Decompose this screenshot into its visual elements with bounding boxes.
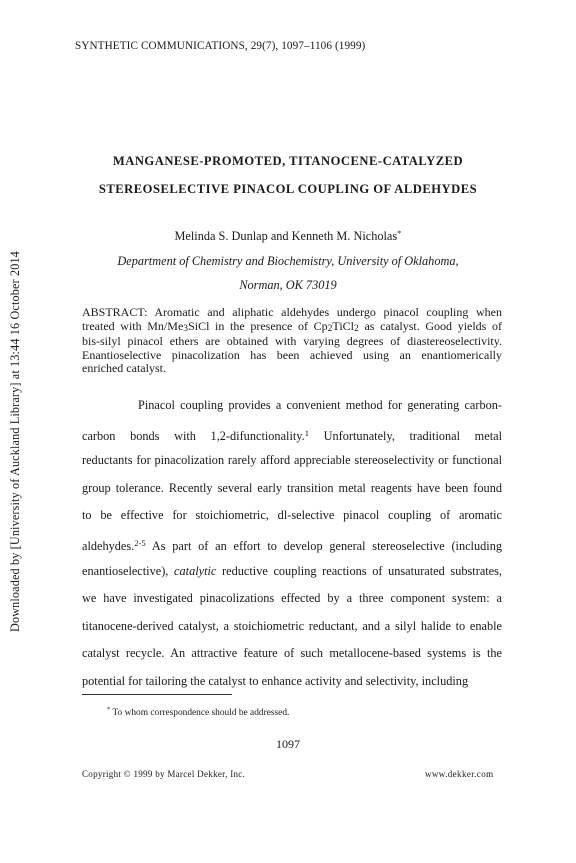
body-line: we have investigated pinacolizations effected by a three component system: a bbox=[82, 591, 502, 606]
publisher-url: www.dekker.com bbox=[425, 769, 494, 779]
corresponding-author-marker: * bbox=[397, 228, 402, 238]
article-title-line-2: STEREOSELECTIVE PINACOL COUPLING OF ALDEHYDES bbox=[98, 182, 478, 196]
abstract-line: enriched catalyst. bbox=[82, 361, 166, 375]
abstract bbox=[82, 306, 502, 376]
author-names: Melinda S. Dunlap and Kenneth M. Nicholas bbox=[174, 229, 398, 243]
footnote bbox=[107, 706, 289, 718]
body-line: enantioselective), catalytic reductive coupling reactions of unsaturated substrates, bbox=[82, 563, 503, 578]
page-number: 1097 bbox=[276, 737, 300, 751]
body-line: potential for tailoring the catalyst to enhance activity and selectivity, including bbox=[82, 673, 469, 688]
citation-2-5: 2-5 bbox=[134, 537, 146, 548]
copyright-notice: Copyright © 1999 by Marcel Dekker, Inc. bbox=[82, 769, 246, 779]
abstract-line: Enantioselective pinacolization has been achieved using an enantiomerically bbox=[82, 347, 502, 362]
body-line: carbon bonds with 1,2-difunctionality.$^1$ Unfortunately, traditional metal bbox=[82, 427, 502, 443]
body-line: catalyst recycle. An attractive feature of such metallocene-based systems is the bbox=[82, 646, 502, 661]
body-line: titanocene-derived catalyst, a stoichiometric reductant, and a silyl halide to enable bbox=[82, 618, 502, 633]
body-line: Pinacol coupling provides a convenient method for generating carbon- bbox=[138, 398, 502, 412]
body-text bbox=[82, 398, 502, 702]
citation-1: 1 bbox=[304, 427, 310, 438]
body-line: reductants for pinacolization rarely afford appreciable stereoselectivity or functional bbox=[82, 453, 502, 468]
author-list bbox=[0, 228, 576, 244]
body-line: aldehydes.$^{2-5}$ As part of an effort to develop general stereoselective (including bbox=[82, 537, 502, 553]
affiliation-line-2: Norman, OK 73019 bbox=[239, 278, 337, 292]
footnote-text: To whom correspondence should be addressed. bbox=[110, 708, 290, 718]
abstract-line: ABSTRACT: Aromatic and aliphatic aldehydes undergo pinacol coupling when bbox=[82, 305, 502, 319]
footnote-marker: * bbox=[107, 706, 111, 713]
article-title-line-1: MANGANESE-PROMOTED, TITANOCENE-CATALYZED bbox=[112, 154, 464, 168]
body-line: group tolerance. Recently several early transition metal reagents have been found bbox=[82, 480, 502, 495]
journal-citation: SYNTHETIC COMMUNICATIONS, 29(7), 1097–1106 (1999) bbox=[75, 40, 366, 52]
footnote-divider bbox=[82, 694, 232, 695]
affiliation-line-1: Department of Chemistry and Biochemistry, University of Oklahoma, bbox=[117, 254, 459, 268]
body-line: to be effective for stoichiometric, dl-selective pinacol coupling of aromatic bbox=[82, 508, 502, 523]
abstract-line: treated with $Mn/Me_3SiCl$ in the presence of $Cp_2TiCl_2$ as catalyst. Good yields of bbox=[82, 318, 502, 334]
download-watermark: Downloaded by [University of Auckland Library] at 13:44 16 October 2014 bbox=[8, 251, 22, 632]
abstract-line: bis-silyl pinacol ethers are obtained with varying degrees of diastereoselectivity. bbox=[82, 334, 502, 348]
